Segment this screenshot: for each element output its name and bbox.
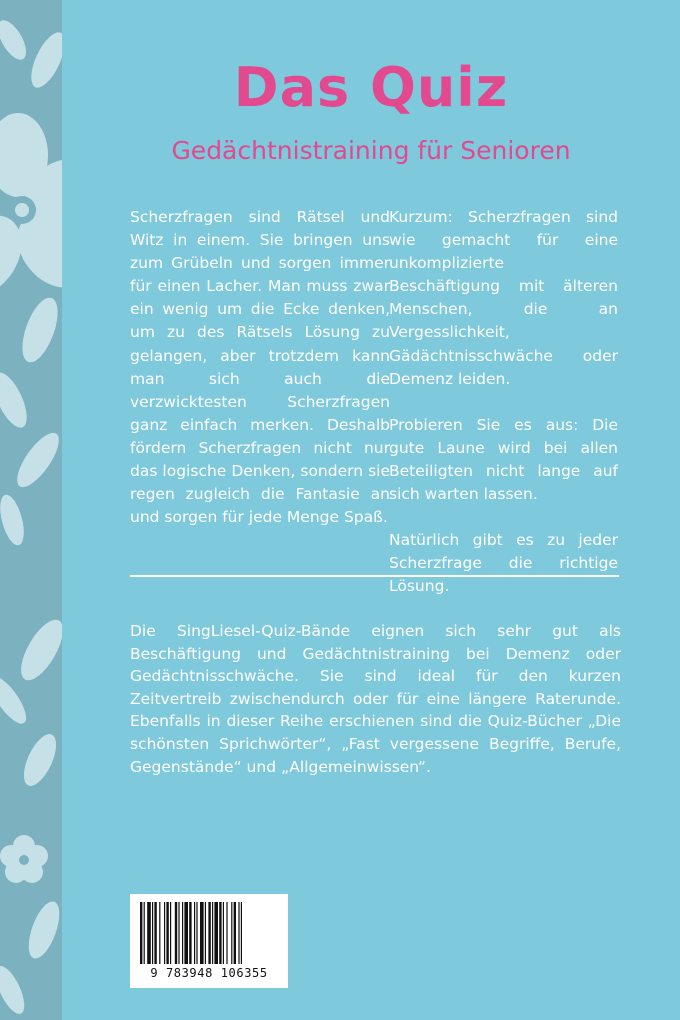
text-column-right [389,206,618,621]
floral-side-stripe [0,0,62,1020]
text-column-left [130,206,390,552]
paragraph: Kurzum: Scherzfragen sind wie gemacht für eine unkomplizierte Beschäftigung mit älteren Menschen, die an Vergesslichkeit, Gädächtnisschwäche oder Demenz leiden. [389,208,618,388]
divider [130,575,619,577]
paragraph: Scherzfragen sind Rätsel und Witz in einem. Sie bringen uns zum Grübeln und sorgen immer für einen Lacher. Man muss zwar ein wenig um die Ecke denken, um zu des Rätsels Lösung zu gelangen, aber trotzdem kann man sich auch die verzwicktesten Scherzfragen ganz einfach merken. Deshalb fördern Scherzfragen nicht nur das logische Denken, sondern sie regen zugleich die Fantasie an und sorgen für jede Menge Spaß. [130,208,390,527]
paragraph: Probieren Sie es aus: Die gute Laune wird bei allen Beteiligten nicht lange auf sich warten lassen. [389,415,618,504]
barcode-icon [140,902,278,964]
paragraph: Natürlich gibt es zu jeder Scherzfrage die richtige Lösung. [389,531,618,596]
floral-pattern-icon [0,0,62,1020]
isbn-number: 9 783948 106355 [150,966,268,980]
page-subtitle: Gedächtnistraining für Senioren [171,136,571,165]
series-description: Die SingLiesel-Quiz-Bände eignen sich sehr gut als Beschäftigung und Gedächtnistraining bei Demenz oder Gedächtnisschwäche. Sie sind ideal für den kurzen Zeitvertreib zwischendurch oder für eine längere Raterunde. Ebenfalls in dieser Reihe erschienen sind die Quiz-Bücher „Die schönsten Sprichwörter“, „Fast vergessene Begriffe, Berufe, Gegenstände“ und „Allgemeinwissen“. [130,622,621,776]
barcode-label [130,894,288,988]
page-title: Das Quiz [233,56,509,119]
